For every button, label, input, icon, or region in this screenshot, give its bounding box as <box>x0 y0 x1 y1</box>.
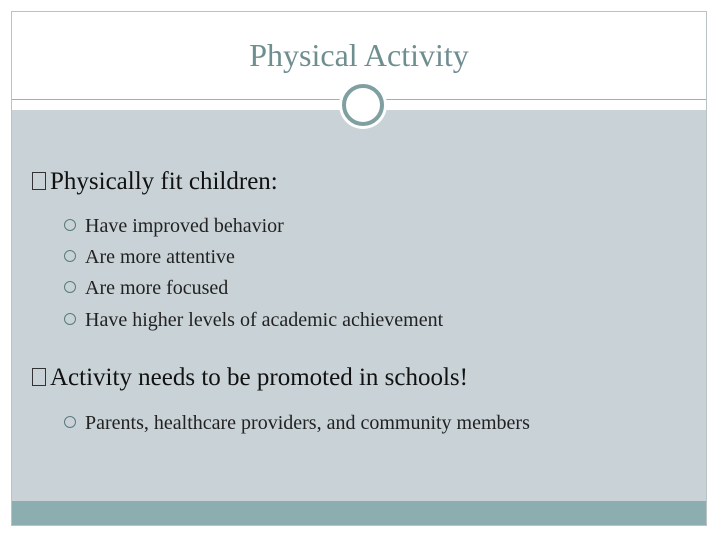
list-item <box>64 309 443 332</box>
ring-ornament-icon <box>342 84 384 126</box>
section-heading-text: Activity needs to be promoted in schools! <box>50 364 468 391</box>
circle-bullet-icon <box>64 313 76 325</box>
list-item-text: Have improved behavior <box>85 215 284 237</box>
list-item <box>64 246 235 269</box>
circle-bullet-icon <box>64 219 76 231</box>
circle-bullet-icon <box>64 281 76 293</box>
section-heading-text: Physically fit children: <box>50 168 278 195</box>
circle-bullet-icon <box>64 250 76 262</box>
slide-title: Physical Activity <box>249 37 469 73</box>
box-bullet-icon <box>32 368 46 386</box>
list-item <box>64 277 228 300</box>
circle-bullet-icon <box>64 416 76 428</box>
section-heading <box>32 364 468 392</box>
slide <box>11 11 707 526</box>
list-item <box>64 412 530 435</box>
list-item-text: Are more focused <box>85 277 229 299</box>
box-bullet-icon <box>32 172 46 190</box>
list-item-text: Are more attentive <box>85 246 235 268</box>
content-area <box>12 110 706 502</box>
list-item-text: Have higher levels of academic achievement <box>85 309 444 331</box>
list-item-text: Parents, healthcare providers, and community members <box>85 412 530 434</box>
section-heading <box>32 168 278 196</box>
list-item <box>64 215 284 238</box>
footer-bar <box>12 501 706 525</box>
